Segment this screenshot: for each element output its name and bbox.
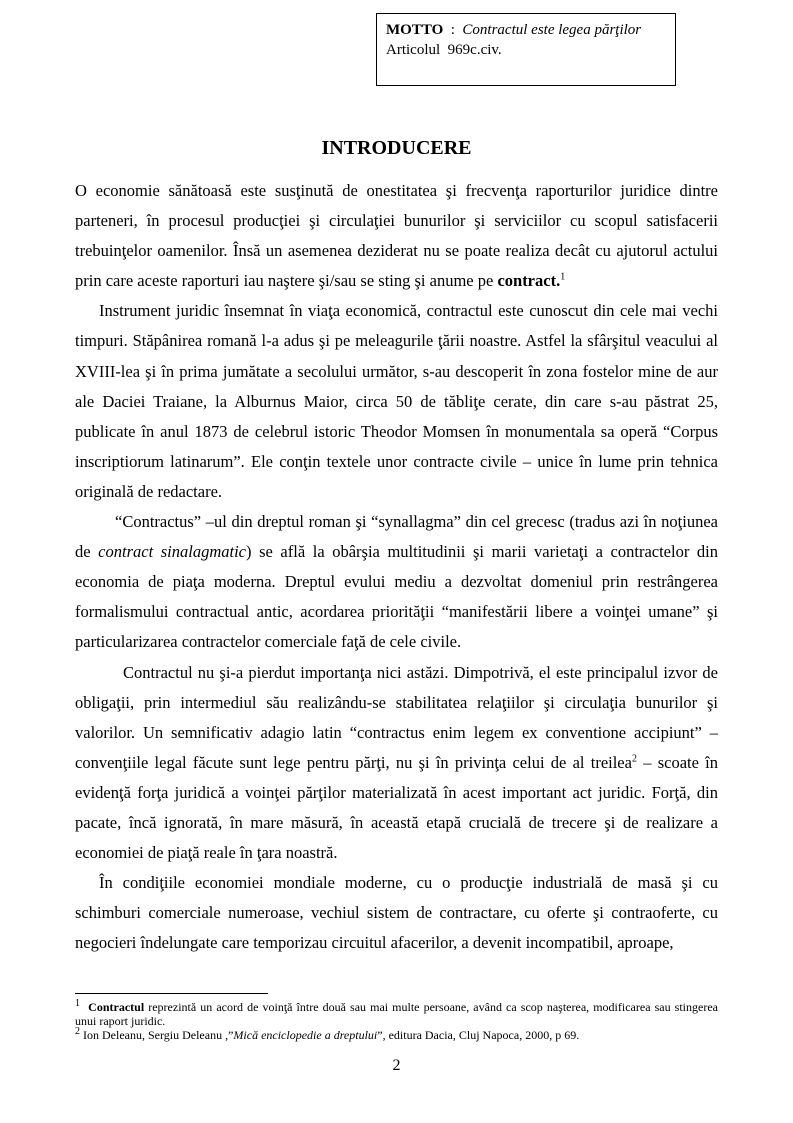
footnote-1 [75, 1000, 718, 1028]
motto-box [376, 13, 676, 86]
paragraph-text: ) se află la obârşia multitudinii şi marii varietaţi a contractelor din economia de piaţa moderna. Dreptul evului mediu a dezvoltat domeniul prin restrângerea formalismului contractual antic, acordarea priorităţii “manifestării libere a voinţei umane” şi particularizarea contractelor comerciale faţă de cele civile. [75, 542, 719, 652]
footnote-italic-title: Mică enciclopedie a dreptului [233, 1028, 378, 1042]
footnote-divider [75, 993, 268, 994]
paragraph-3 [75, 507, 718, 657]
motto-source: Articolul 969c.civ. [386, 42, 502, 58]
motto-label: MOTTO [386, 22, 444, 38]
paragraph-4 [75, 658, 718, 869]
italic-term: contract sinalagmatic [98, 542, 246, 562]
footnote-text: Ion Deleanu, Sergiu Deleanu ,” [80, 1028, 234, 1042]
motto-quote: Contractul este legea părţilor [462, 22, 642, 38]
footnotes [75, 1000, 718, 1042]
page-number: 2 [392, 1057, 401, 1074]
footnote-ref-1[interactable]: 1 [560, 271, 566, 283]
paragraph-1 [75, 176, 718, 296]
bold-term: contract. [497, 271, 561, 291]
motto-separator: : [443, 22, 463, 38]
footnote-text: ”, editura Dacia, Cluj Napoca, 2000, p 69. [377, 1028, 580, 1042]
motto-line [386, 20, 666, 40]
paragraph-text: – scoate în evidenţă forţa juridică a voinţei părţilor materializată în acest important act juridic. Forţă, din pacate, încă ignorată, în mare măsură, în această etapă crucială de trecere şi de realizare a economiei de piaţă reale în ţara noastră. [75, 752, 718, 863]
paragraph-5: În condiţiile economiei mondiale moderne, cu o producţie industrială de masă şi cu schimburi comerciale numeroase, vechiul sistem de contractare, cu oferte şi contraoferte, cu negocieri îndelungate care temporizau circuitul afacerilor, a devenit incompatibil, aproape, [75, 873, 718, 953]
footnote-2 [75, 1028, 718, 1042]
paragraph-text: “Contractus” –ul din dreptul roman şi “synallagma” din cel grecesc (tradus azi în noţiunea de [75, 512, 718, 562]
footnote-number: 2 [75, 1026, 80, 1037]
footnote-text: reprezintă un acord de voinţă între două sau mai multe persoane, având ca scop naşterea, modificarea sau stingerea unui raport juridic. [75, 1000, 718, 1028]
page-title: INTRODUCERE [321, 137, 472, 159]
main-text [75, 176, 718, 958]
paragraph-2: Instrument juridic însemnat în viaţa economică, contractul este cunoscut din cele mai vechi timpuri. Stăpânirea romană l-a adus şi pe meleagurile ţării noastre. Astfel la sfârşitul veacului al XVIII-lea şi în prima jumătate a secolului următor, s-au descoperit în zona fostelor mine de aur ale Daciei Traiane, la Alburnus Maior, circa 50 de tăbliţe cerate, din care s-au păstrat 25, publicate în anul 1873 de celebrul istoric Theodor Momsen în monumentala sa operă “Corpus inscriptiorum latinarum”. Ele conţin textele unor contracte civile – unice în lume prin tehnica originală de redactare. [75, 301, 718, 501]
footnote-number: 1 [75, 998, 80, 1009]
footnote-ref-2[interactable]: 2 [631, 753, 637, 765]
paragraph-text: Contractul nu şi-a pierdut importanţa nici astăzi. Dimpotrivă, el este principalul izvor de obligaţii, prin intermediul său realizându-se stabilitatea relaţiilor şi circulaţia bunurilor şi valorilor. Un semnificativ adagio latin “contractus enim legem ex conventione accipiunt” – convenţiile legal făcute sunt lege pentru părţi, nu şi în privinţa celui de al treilea [75, 662, 718, 772]
footnote-bold-term: Contractul [88, 1000, 145, 1014]
paragraph-text: O economie sănătoasă este susţinută de onestitatea şi frecvenţa raporturilor juridice dintre parteneri, în procesul producţiei şi circulaţiei bunurilor şi serviciilor cu scopul satisfacerii trebuinţelor oamenilor. Însă un asemenea deziderat nu se poate realiza decât cu ajutorul actului prin care aceste raporturi iau naştere şi/sau se sting şi anume pe [75, 181, 718, 291]
